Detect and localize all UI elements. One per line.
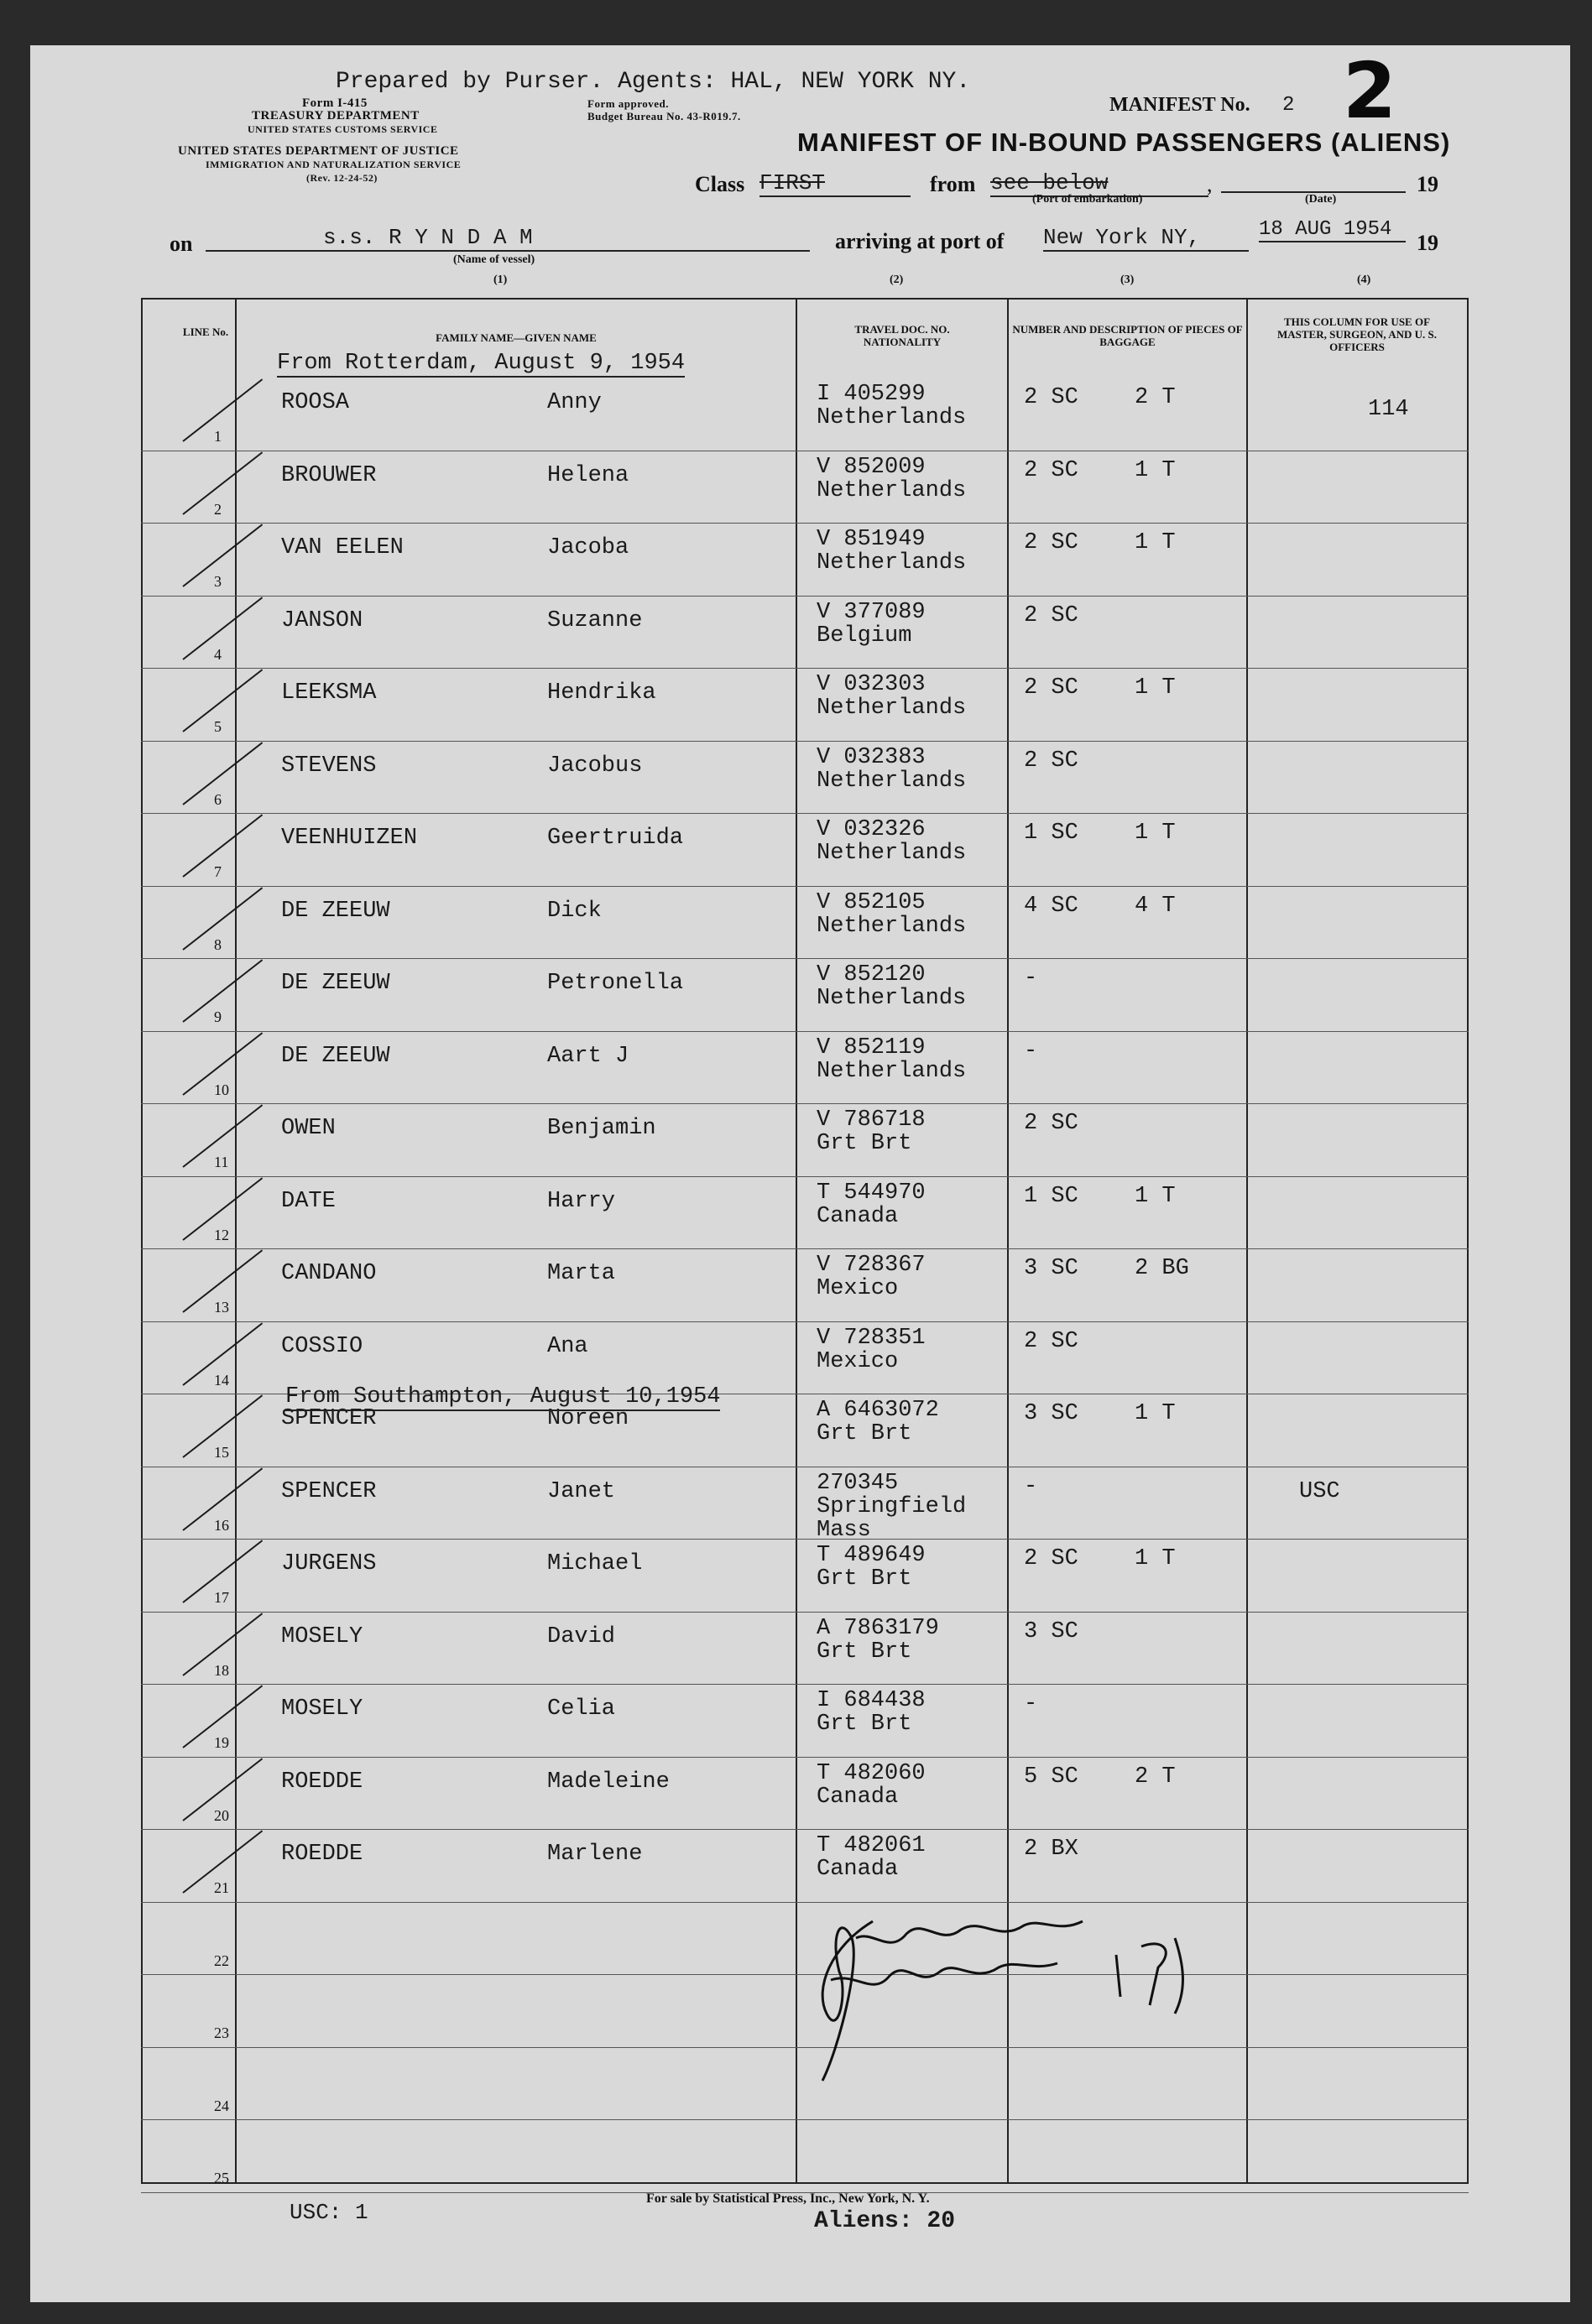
family-name: SPENCER	[281, 1406, 377, 1431]
officer-note: 114	[1368, 397, 1409, 422]
form-number: Form I-415	[302, 96, 368, 110]
nationality: Netherlands	[817, 696, 967, 721]
line-number: 1	[214, 428, 222, 445]
baggage-sc: 2 SC	[1024, 457, 1078, 483]
ins: IMMIGRATION AND NATURALIZATION SERVICE	[206, 159, 462, 170]
line-number: 13	[214, 1299, 229, 1316]
baggage-sc: 2 SC	[1024, 602, 1078, 628]
revision: (Rev. 12-24-52)	[306, 172, 378, 184]
line-number: 8	[214, 935, 222, 953]
manifest-number-label: MANIFEST No.	[1109, 94, 1250, 116]
section-rotterdam: From Rotterdam, August 9, 1954	[277, 351, 686, 376]
baggage-other: 1 T	[1135, 1401, 1176, 1426]
nationality: Springfield	[817, 1493, 967, 1519]
baggage-sc: -	[1024, 1473, 1038, 1499]
line-number: 2	[214, 500, 222, 518]
family-name: BROUWER	[281, 462, 377, 488]
travel-doc-number: V 852120	[817, 962, 926, 987]
line-number: 18	[214, 1661, 229, 1679]
nationality-line-2: Mass	[817, 1517, 871, 1543]
col-header-line-no: LINE No.	[182, 326, 229, 338]
baggage-other: 1 T	[1135, 530, 1176, 555]
nationality: Canada	[817, 1203, 899, 1229]
row-divider	[141, 1103, 1469, 1104]
row-divider	[141, 523, 1469, 524]
travel-doc-number: T 489649	[817, 1543, 926, 1568]
row-divider	[141, 1321, 1469, 1322]
line-number: 11	[214, 1154, 229, 1170]
travel-doc-number: V 852119	[817, 1034, 926, 1060]
line-number: 24	[214, 2097, 229, 2114]
baggage-sc: 3 SC	[1024, 1618, 1078, 1644]
row-divider	[141, 1757, 1469, 1758]
row-divider	[141, 886, 1469, 887]
col-header-travel: TRAVEL DOC. NO. NATIONALITY	[854, 323, 950, 348]
baggage-sc: 2 SC	[1024, 1328, 1078, 1354]
travel-doc-number: V 377089	[817, 599, 926, 625]
family-name: JANSON	[281, 607, 363, 633]
given-name: Jacobus	[547, 753, 643, 779]
on-label: on	[170, 232, 193, 256]
nationality: Canada	[817, 1857, 899, 1882]
vessel-name: s.s. R Y N D A M	[206, 225, 810, 252]
baggage-other: 1 T	[1135, 1546, 1176, 1571]
baggage-other: 4 T	[1135, 893, 1176, 919]
row-divider	[141, 2119, 1469, 2120]
baggage-sc: -	[1024, 966, 1038, 991]
line-number: 9	[214, 1008, 222, 1025]
arrival-port: New York NY,	[1043, 225, 1249, 252]
baggage-sc: 2 SC	[1024, 385, 1078, 410]
class-label: Class	[695, 172, 745, 196]
col-header-baggage: NUMBER AND DESCRIPTION OF PIECES OF BAGGAGE	[1012, 323, 1243, 348]
nationality: Grt Brt	[817, 1566, 912, 1592]
nationality: Netherlands	[817, 768, 967, 794]
col-num-2: (2)	[890, 274, 904, 286]
given-name: Aart J	[547, 1043, 629, 1069]
family-name: DE ZEEUW	[281, 898, 390, 924]
line-number: 21	[214, 1879, 229, 1896]
travel-doc-number: V 032303	[817, 672, 926, 697]
given-name: Petronella	[547, 971, 684, 996]
baggage-sc: 2 SC	[1024, 1546, 1078, 1571]
line-number: 17	[214, 1589, 229, 1606]
col-num-1: (1)	[493, 274, 508, 286]
given-name: Hendrika	[547, 680, 656, 706]
given-name: Benjamin	[547, 1116, 656, 1141]
class-value: FIRST	[759, 170, 911, 197]
nationality: Canada	[817, 1784, 899, 1810]
baggage-sc: -	[1024, 1691, 1038, 1717]
year-2: 19	[1417, 231, 1438, 255]
travel-doc-number: A 6463072	[817, 1398, 939, 1423]
line-number: 22	[214, 1951, 229, 1969]
travel-doc-number: V 032326	[817, 817, 926, 842]
from-value: see below	[990, 170, 1208, 197]
vessel-caption: (Name of vessel)	[453, 253, 535, 266]
line-number: 12	[214, 1226, 229, 1243]
travel-doc-number: T 544970	[817, 1180, 926, 1206]
customs-service: UNITED STATES CUSTOMS SERVICE	[248, 123, 438, 135]
baggage-sc: 2 SC	[1024, 748, 1078, 774]
given-name: Harry	[547, 1188, 616, 1214]
row-divider	[141, 1176, 1469, 1177]
given-name: David	[547, 1623, 616, 1649]
row-divider	[141, 596, 1469, 597]
line-number: 20	[214, 1806, 229, 1824]
travel-doc-number: V 851949	[817, 527, 926, 552]
family-name: JURGENS	[281, 1551, 377, 1576]
baggage-other: 1 T	[1135, 1183, 1176, 1209]
year-1: 19	[1417, 172, 1438, 196]
officer-signature	[780, 1888, 1284, 2097]
given-name: Anny	[547, 390, 602, 415]
baggage-sc: 2 SC	[1024, 530, 1078, 555]
line-number: 4	[214, 645, 222, 663]
travel-doc-number: V 852105	[817, 889, 926, 915]
nationality: Grt Brt	[817, 1639, 912, 1665]
travel-doc-number: T 482061	[817, 1833, 926, 1858]
row-divider	[141, 1248, 1469, 1249]
given-name: Madeleine	[547, 1769, 670, 1795]
nationality: Netherlands	[817, 841, 967, 866]
given-name: Celia	[547, 1696, 616, 1722]
given-name: Marta	[547, 1261, 616, 1286]
given-name: Geertruida	[547, 826, 684, 851]
given-name: Jacoba	[547, 535, 629, 560]
manifest-number-small: 2	[1282, 94, 1295, 117]
row-divider	[141, 1612, 1469, 1613]
baggage-other: 1 T	[1135, 675, 1176, 701]
nationality: Netherlands	[817, 986, 967, 1011]
family-name: ROEDDE	[281, 1842, 363, 1867]
travel-doc-number: V 728367	[817, 1253, 926, 1278]
given-name: Marlene	[547, 1842, 643, 1867]
nationality: Grt Brt	[817, 1712, 912, 1737]
baggage-sc: 2 BX	[1024, 1837, 1078, 1862]
col-num-3: (3)	[1120, 274, 1135, 286]
page-title: MANIFEST OF IN-BOUND PASSENGERS (ALIENS)	[797, 128, 1451, 157]
row-divider	[141, 813, 1469, 814]
baggage-other: 2 T	[1135, 385, 1176, 410]
line-number: 10	[214, 1081, 229, 1098]
baggage-sc: 3 SC	[1024, 1256, 1078, 1281]
given-name: Michael	[547, 1551, 643, 1576]
nationality: Belgium	[817, 623, 912, 649]
line-number: 16	[214, 1516, 229, 1534]
row-divider	[141, 668, 1469, 669]
family-name: MOSELY	[281, 1623, 363, 1649]
line-number: 15	[214, 1444, 229, 1461]
baggage-sc: 2 SC	[1024, 675, 1078, 701]
prepared-by: Prepared by Purser. Agents: HAL, NEW YORK NY.	[336, 69, 971, 95]
travel-doc-number: I 684438	[817, 1688, 926, 1713]
nationality: Grt Brt	[817, 1131, 912, 1156]
travel-doc-number: V 032383	[817, 744, 926, 770]
baggage-sc: -	[1024, 1038, 1038, 1064]
row-divider	[141, 958, 1469, 959]
footer-usc-count: USC: 1	[290, 2200, 368, 2225]
col-header-officers: THIS COLUMN FOR USE OF MASTER, SURGEON, AND U. S. OFFICERS	[1277, 315, 1437, 353]
footer-aliens-count: Aliens: 20	[814, 2208, 956, 2234]
row-divider	[141, 1031, 1469, 1032]
line-number: 7	[214, 863, 222, 880]
family-name: ROOSA	[281, 390, 350, 415]
family-name: VAN EELEN	[281, 535, 404, 560]
date-caption: (Date)	[1305, 193, 1337, 206]
baggage-sc: 1 SC	[1024, 1183, 1078, 1209]
port-caption: (Port of embarkation)	[1032, 193, 1143, 206]
family-name: OWEN	[281, 1116, 336, 1141]
baggage-other: 1 T	[1135, 457, 1176, 483]
family-name: CANDANO	[281, 1261, 377, 1286]
family-name: ROEDDE	[281, 1769, 363, 1795]
arriving-label: arriving at port of	[835, 229, 1005, 253]
baggage-sc: 4 SC	[1024, 893, 1078, 919]
col-num-4: (4)	[1357, 274, 1371, 286]
line-number: 25	[214, 2170, 229, 2186]
family-name: SPENCER	[281, 1478, 377, 1504]
from-label: from	[930, 172, 976, 196]
given-name: Dick	[547, 898, 602, 924]
given-name: Suzanne	[547, 607, 643, 633]
nationality: Mexico	[817, 1348, 899, 1374]
officer-note: USC	[1299, 1478, 1340, 1504]
line-number: 14	[214, 1371, 229, 1389]
baggage-sc: 2 SC	[1024, 1111, 1078, 1136]
family-name: DE ZEEUW	[281, 1043, 390, 1069]
travel-doc-number: V 852009	[817, 454, 926, 480]
line-number: 19	[214, 1734, 229, 1751]
given-name: Noreen	[547, 1406, 629, 1431]
nationality: Netherlands	[817, 1058, 967, 1084]
budget-bureau: Budget Bureau No. 43-R019.7.	[587, 110, 741, 122]
baggage-sc: 3 SC	[1024, 1401, 1078, 1426]
baggage-other: 1 T	[1135, 821, 1176, 846]
row-divider	[141, 741, 1469, 742]
given-name: Ana	[547, 1333, 588, 1359]
nationality: Netherlands	[817, 550, 967, 576]
travel-doc-number: A 7863179	[817, 1615, 939, 1641]
row-divider	[141, 1829, 1469, 1830]
department-of-justice: UNITED STATES DEPARTMENT OF JUSTICE	[178, 144, 459, 158]
family-name: STEVENS	[281, 753, 377, 779]
given-name: Janet	[547, 1478, 616, 1504]
row-divider	[141, 1684, 1469, 1685]
row-divider	[141, 1539, 1469, 1540]
footer-printer: For sale by Statistical Press, Inc., New York, N. Y.	[646, 2191, 930, 2206]
col-header-name: FAMILY NAME—GIVEN NAME	[436, 331, 597, 344]
family-name: MOSELY	[281, 1696, 363, 1722]
arrival-date-stamp: 18 AUG 1954	[1259, 218, 1406, 242]
travel-doc-number: V 786718	[817, 1107, 926, 1133]
given-name: Helena	[547, 462, 629, 488]
travel-doc-number: 270345	[817, 1470, 899, 1496]
nationality: Grt Brt	[817, 1421, 912, 1446]
travel-doc-number: I 405299	[817, 382, 926, 407]
line-number: 5	[214, 718, 222, 735]
manifest-number-handwritten: 2	[1343, 46, 1397, 136]
form-approved: Form approved.	[587, 97, 670, 110]
line-number: 23	[214, 2024, 229, 2041]
baggage-other: 2 BG	[1135, 1256, 1189, 1281]
treasury-department: TREASURY DEPARTMENT	[252, 109, 420, 122]
line-number: 6	[214, 790, 222, 808]
travel-doc-number: T 482060	[817, 1760, 926, 1786]
family-name: DATE	[281, 1188, 336, 1214]
line-number: 3	[214, 573, 222, 590]
nationality: Netherlands	[817, 913, 967, 939]
family-name: LEEKSMA	[281, 680, 377, 706]
family-name: DE ZEEUW	[281, 971, 390, 996]
baggage-other: 2 T	[1135, 1764, 1176, 1790]
nationality: Netherlands	[817, 405, 967, 430]
baggage-sc: 1 SC	[1024, 821, 1078, 846]
section-southampton: From Southampton, August 10,1954	[285, 1384, 721, 1410]
travel-doc-number: V 728351	[817, 1325, 926, 1351]
comma: ,	[1207, 172, 1213, 196]
family-name: COSSIO	[281, 1333, 363, 1359]
baggage-sc: 5 SC	[1024, 1764, 1078, 1790]
nationality: Netherlands	[817, 477, 967, 503]
nationality: Mexico	[817, 1276, 899, 1301]
family-name: VEENHUIZEN	[281, 826, 418, 851]
